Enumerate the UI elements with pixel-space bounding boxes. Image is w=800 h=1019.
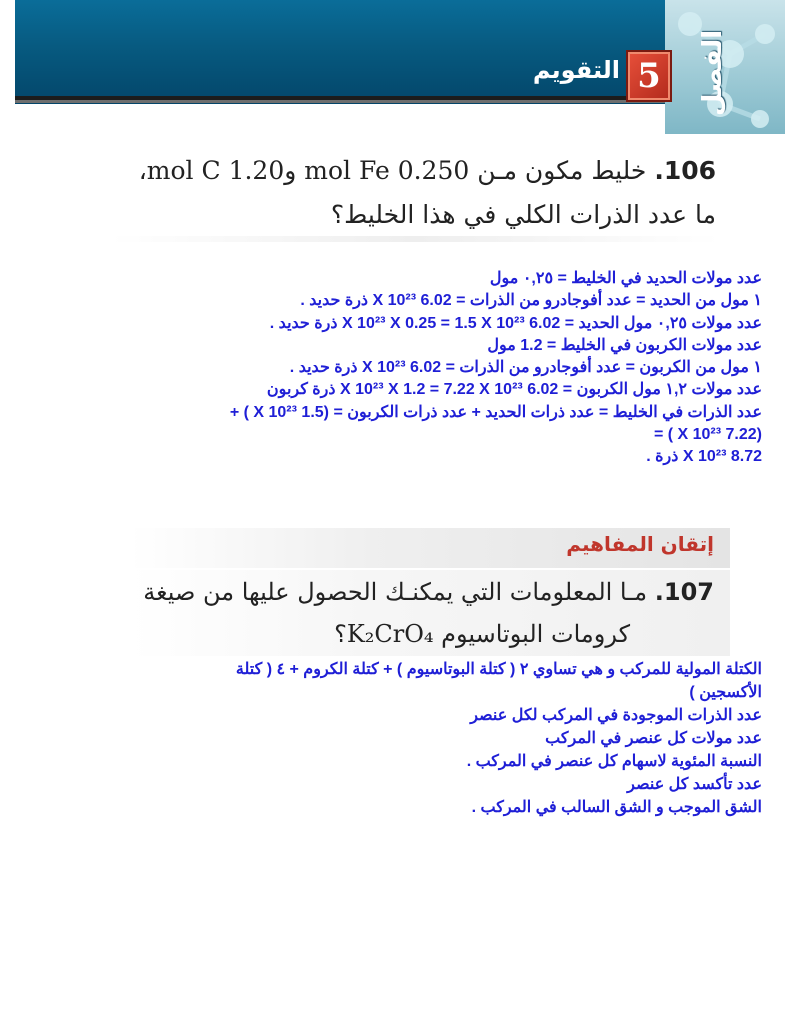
answer-line: (7.22 X 10²³ ) =: [653, 426, 762, 444]
answer-line: عدد مولات الحديد في الخليط = ٠,٢٥ مول: [489, 270, 762, 287]
answer-line: عدد الذرات الموجودة في المركب لكل عنصر: [470, 707, 762, 724]
question-106-line-1: [0, 156, 716, 185]
answer-line: الأكسجين ): [689, 684, 762, 701]
question-107-line-1: [143, 578, 714, 606]
answer-line: ١ مول من الحديد = عدد أفوجادرو من الذرات = 6.02 X 10²³ ذرة حديد .: [300, 292, 762, 310]
header-divider-shadow: [15, 100, 665, 103]
section-heading: إتقان المفاهيم: [566, 532, 714, 556]
header-banner: [15, 0, 665, 104]
question-106-text-1: خليط مكون مـن 0.250 mol Fe و1.20 mol C،: [138, 156, 647, 185]
page-title: التقويم: [532, 56, 620, 84]
answer-line: عدد مولات ١,٢ مول الكربون = 6.02 X 10²³ X 1.2 = 7.22 X 10²³ ذرة كربون: [266, 381, 762, 399]
answer-line: ١ مول من الكربون = عدد أفوجادرو من الذرات = 6.02 X 10²³ ذرة حديد .: [289, 359, 762, 377]
answer-106: [32, 268, 762, 469]
question-107-text-1: مـا المعلومات التي يمكنـك الحصول عليها من صيغة: [143, 578, 648, 606]
answer-line: النسبة المئوية لاسهام كل عنصر في المركب .: [466, 753, 762, 770]
answer-line: الشق الموجب و الشق السالب في المركب .: [471, 799, 762, 816]
answer-107: [32, 658, 762, 819]
chapter-label: الفصل: [698, 29, 728, 117]
chapter-number-badge: 5: [626, 50, 672, 102]
question-107-number: 107.: [654, 578, 714, 606]
answer-line: عدد تأكسد كل عنصر: [627, 776, 762, 793]
question-106-line-2: ما عدد الذرات الكلي في هذا الخليط؟: [330, 200, 716, 229]
answer-line: عدد مولات كل عنصر في المركب: [545, 730, 762, 747]
question-divider: [110, 236, 720, 242]
question-107-line-2: كرومات البوتاسيوم K₂CrO₄؟: [334, 620, 630, 648]
question-106-number: 106.: [654, 156, 716, 185]
answer-line: عدد الذرات في الخليط = عدد ذرات الحديد + عدد ذرات الكربون = (1.5 X 10²³ ) +: [229, 403, 762, 421]
answer-line: 8.72 X 10²³ ذرة .: [646, 448, 762, 466]
answer-line: عدد مولات الكربون في الخليط = 1.2 مول: [487, 336, 762, 354]
answer-line: عدد مولات ٠,٢٥ مول الحديد = 6.02 X 10²³ X 0.25 = 1.5 X 10²³ ذرة حديد .: [269, 314, 762, 332]
answer-line: الكتلة المولية للمركب و هي تساوي ٢ ( كتلة البوتاسيوم ) + كتلة الكروم + ٤ ( كتلة: [235, 661, 762, 678]
